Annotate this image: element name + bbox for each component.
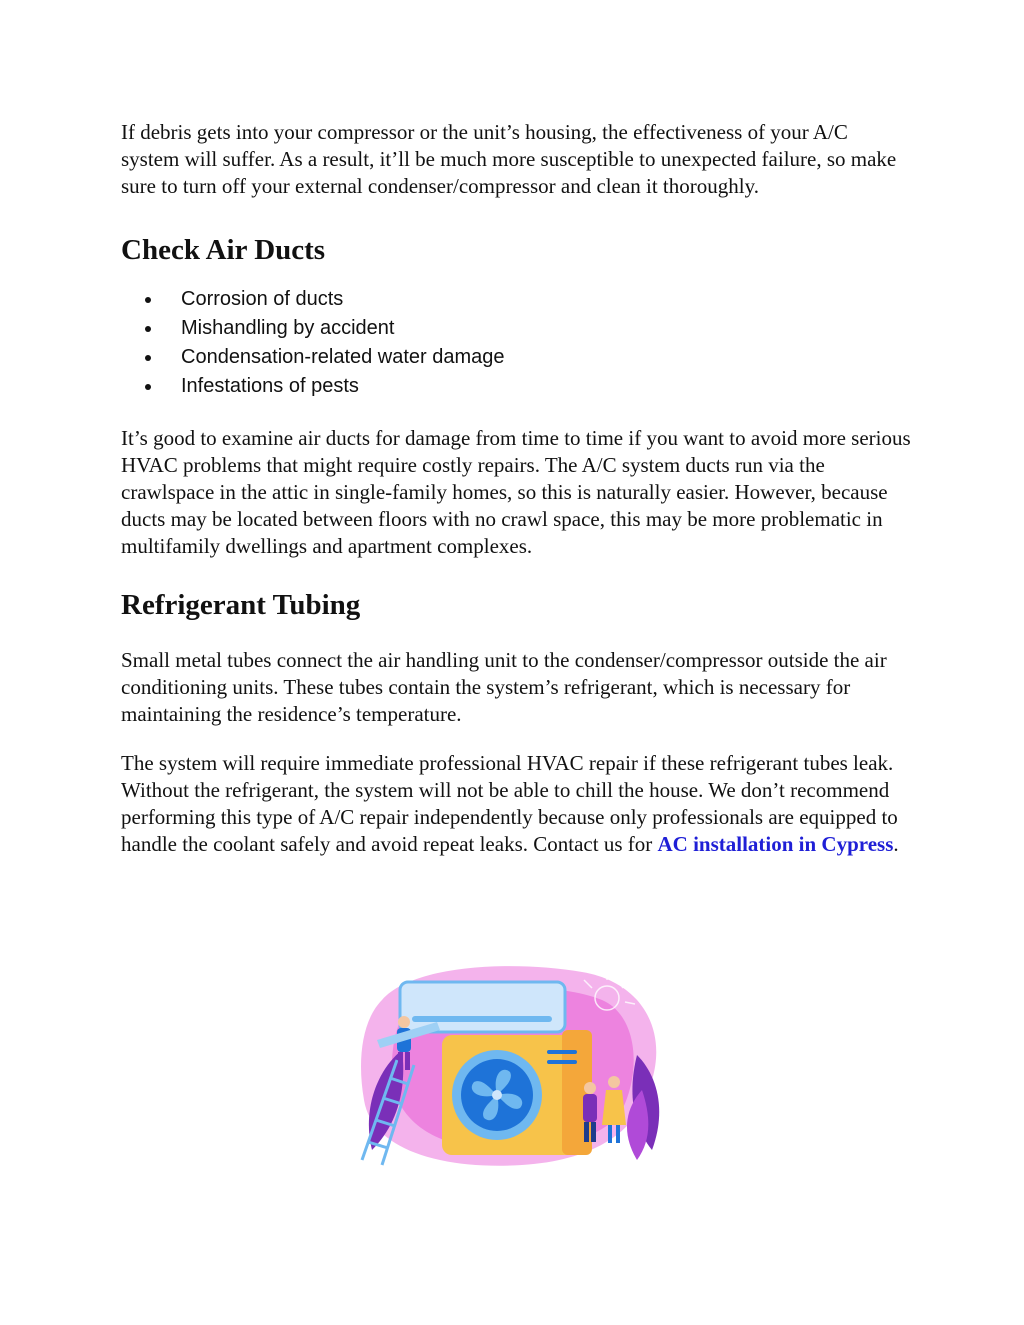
- contact-suffix: .: [893, 832, 899, 856]
- indoor-unit-vent: [412, 1016, 552, 1022]
- ac-repair-illustration-icon: [352, 960, 676, 1170]
- bullet-icon: [145, 384, 151, 390]
- air-ducts-paragraph: It’s good to examine air ducts for damage from time to time if you want to avoid more serious HVAC problems that might require costly repairs. The A/C system ducts run via the crawlspace in the attic in single-family homes, so this is naturally easier. However, because ducts may be located between floors with no crawl space, this may be more problematic in multifamily dwellings and apartment complexes.: [121, 426, 911, 558]
- list-item: Condensation-related water damage: [121, 343, 911, 372]
- heading-refrigerant-tubing: Refrigerant Tubing: [121, 589, 361, 621]
- air-duct-issues-list: [121, 285, 911, 401]
- bullet-icon: [145, 297, 151, 303]
- bullet-icon: [145, 326, 151, 332]
- list-item: Corrosion of ducts: [121, 285, 911, 314]
- intro-paragraph: If debris gets into your compressor or the unit’s housing, the effectiveness of your A/C system will suffer. As a result, it’ll be much more susceptible to unexpected failure, so make sure to turn off your external condenser/compressor and clean it thoroughly.: [121, 120, 897, 198]
- contact-prefix: Contact us for: [533, 832, 658, 856]
- outdoor-unit-grille-2: [547, 1060, 577, 1064]
- heading-check-air-ducts: Check Air Ducts: [121, 234, 326, 266]
- refrigerant-paragraph-1: Small metal tubes connect the air handling unit to the condenser/compressor outside the air conditioning units. These tubes contain the system’s refrigerant, which is necessary for maintaining the residence’s temperature.: [121, 648, 887, 726]
- document-content: [121, 119, 911, 858]
- fan-hub: [492, 1090, 502, 1100]
- outdoor-unit-grille-1: [547, 1050, 577, 1054]
- indoor-unit: [400, 982, 565, 1032]
- refrigerant-paragraph-2: The system will require immediate professional HVAC repair if these refrigerant tubes leak. Without the refrigerant, the system will not be able to chill the house. We don’t recommend performing this type of A/C repair independently because only professionals are equipped to handle the coolant safely and avoid repeat leaks. Contact us for AC installation in Cypress.: [121, 751, 899, 856]
- bullet-icon: [145, 355, 151, 361]
- list-item: Infestations of pests: [121, 372, 911, 401]
- list-item: Mishandling by accident: [121, 314, 911, 343]
- ac-installation-link[interactable]: AC installation in Cypress: [657, 832, 894, 856]
